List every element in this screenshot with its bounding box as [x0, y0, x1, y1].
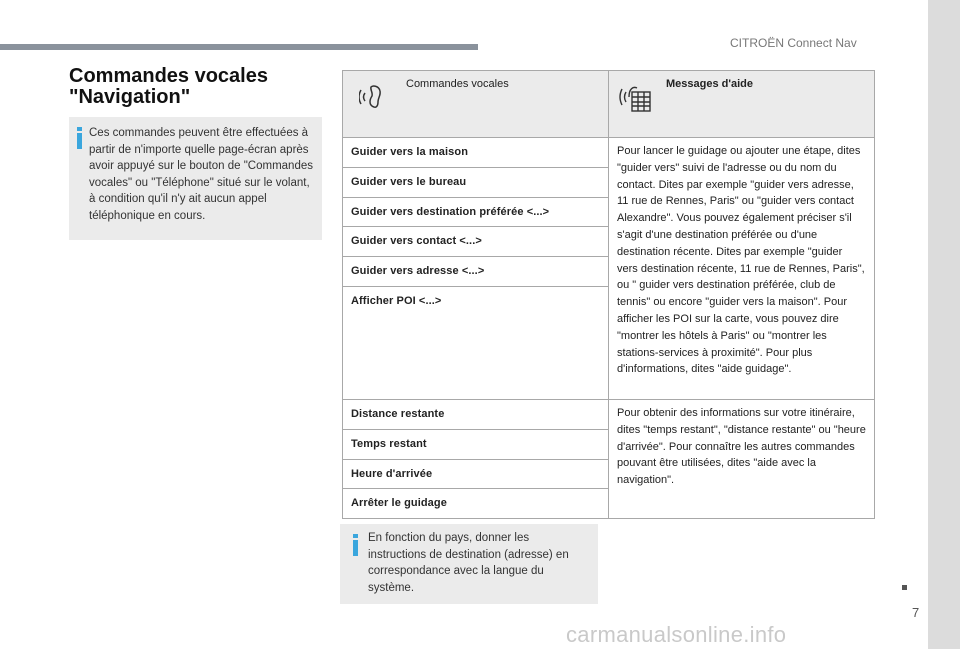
info-icon	[352, 534, 360, 562]
brand-header: CITROËN Connect Nav	[730, 36, 857, 50]
command-cell: Guider vers contact <...>	[343, 227, 609, 257]
page-number: 7	[912, 605, 920, 620]
command-cell: Guider vers le bureau	[343, 167, 609, 197]
header-help-messages-label: Messages d'aide	[666, 78, 753, 90]
command-cell: Arrêter le guidage	[343, 489, 609, 519]
watermark: carmanualsonline.info	[566, 622, 787, 647]
voice-command-icon	[359, 83, 389, 117]
help-message-cell: Pour lancer le guidage ou ajouter une étape, dites "guider vers" suivi de l'adresse ou du nom du contact. Dites par exemple "guider vers adresse, 11 rue de Rennes, Paris" ou "guider vers contact Alexandre". Vous pouvez également préciser s'il s'agit d'une destination préférée ou d'une destination récente. Dites par exemple "guider vers destination récente, 11 rue de Rennes, Paris", ou " guider vers destination préférée, club de tennis" ou encore "guider vers la maison". Pour afficher les POI sur la carte, vous pouvez dire "montrer les hôtels à Paris" ou "montrer les stations-services à proximité". Pour plus d'informations, dites "aide guidage".	[609, 138, 875, 400]
info-note-intro	[69, 117, 322, 240]
help-message-cell: Pour obtenir des informations sur votre itinéraire, dites "temps restant", "distance restante" ou "heure d'arrivée". Pour connaître les autres commandes pouvant être utilisées, dites "aide avec la navigation".	[609, 399, 875, 518]
command-cell: Guider vers la maison	[343, 138, 609, 168]
table-header-row	[343, 71, 875, 138]
command-cell: Guider vers adresse <...>	[343, 257, 609, 287]
top-rule	[0, 44, 478, 50]
page-title	[69, 66, 319, 108]
info-note-intro-text: Ces commandes peuvent être effectuées à partir de n'importe quelle page-écran après avoir appuyé sur le bouton de "Commandes vocales" ou "Téléphone" situé sur le volant, à condition qu'il n'y ait aucun appel téléphonique en cours.	[89, 127, 313, 222]
page-title-line2: "Navigation"	[69, 86, 191, 108]
command-cell: Heure d'arrivée	[343, 459, 609, 489]
info-note-language	[340, 524, 598, 604]
table-row	[343, 399, 875, 429]
command-cell: Distance restante	[343, 399, 609, 429]
voice-help-icon	[619, 83, 653, 119]
header-voice-commands-label: Commandes vocales	[406, 78, 509, 90]
header-voice-commands	[343, 71, 609, 138]
table-row	[343, 138, 875, 168]
header-help-messages	[609, 71, 875, 138]
command-cell: Guider vers destination préférée <...>	[343, 197, 609, 227]
command-cell: Afficher POI <...>	[343, 286, 609, 399]
info-note-language-text: En fonction du pays, donner les instructions de destination (adresse) en correspondance avec la langue du système.	[368, 532, 569, 594]
page-title-line1: Commandes vocales	[69, 65, 268, 87]
command-cell: Temps restant	[343, 429, 609, 459]
info-icon	[76, 127, 84, 155]
continue-bullet	[902, 585, 907, 590]
voice-commands-table	[342, 70, 875, 519]
right-margin-band	[928, 0, 960, 649]
